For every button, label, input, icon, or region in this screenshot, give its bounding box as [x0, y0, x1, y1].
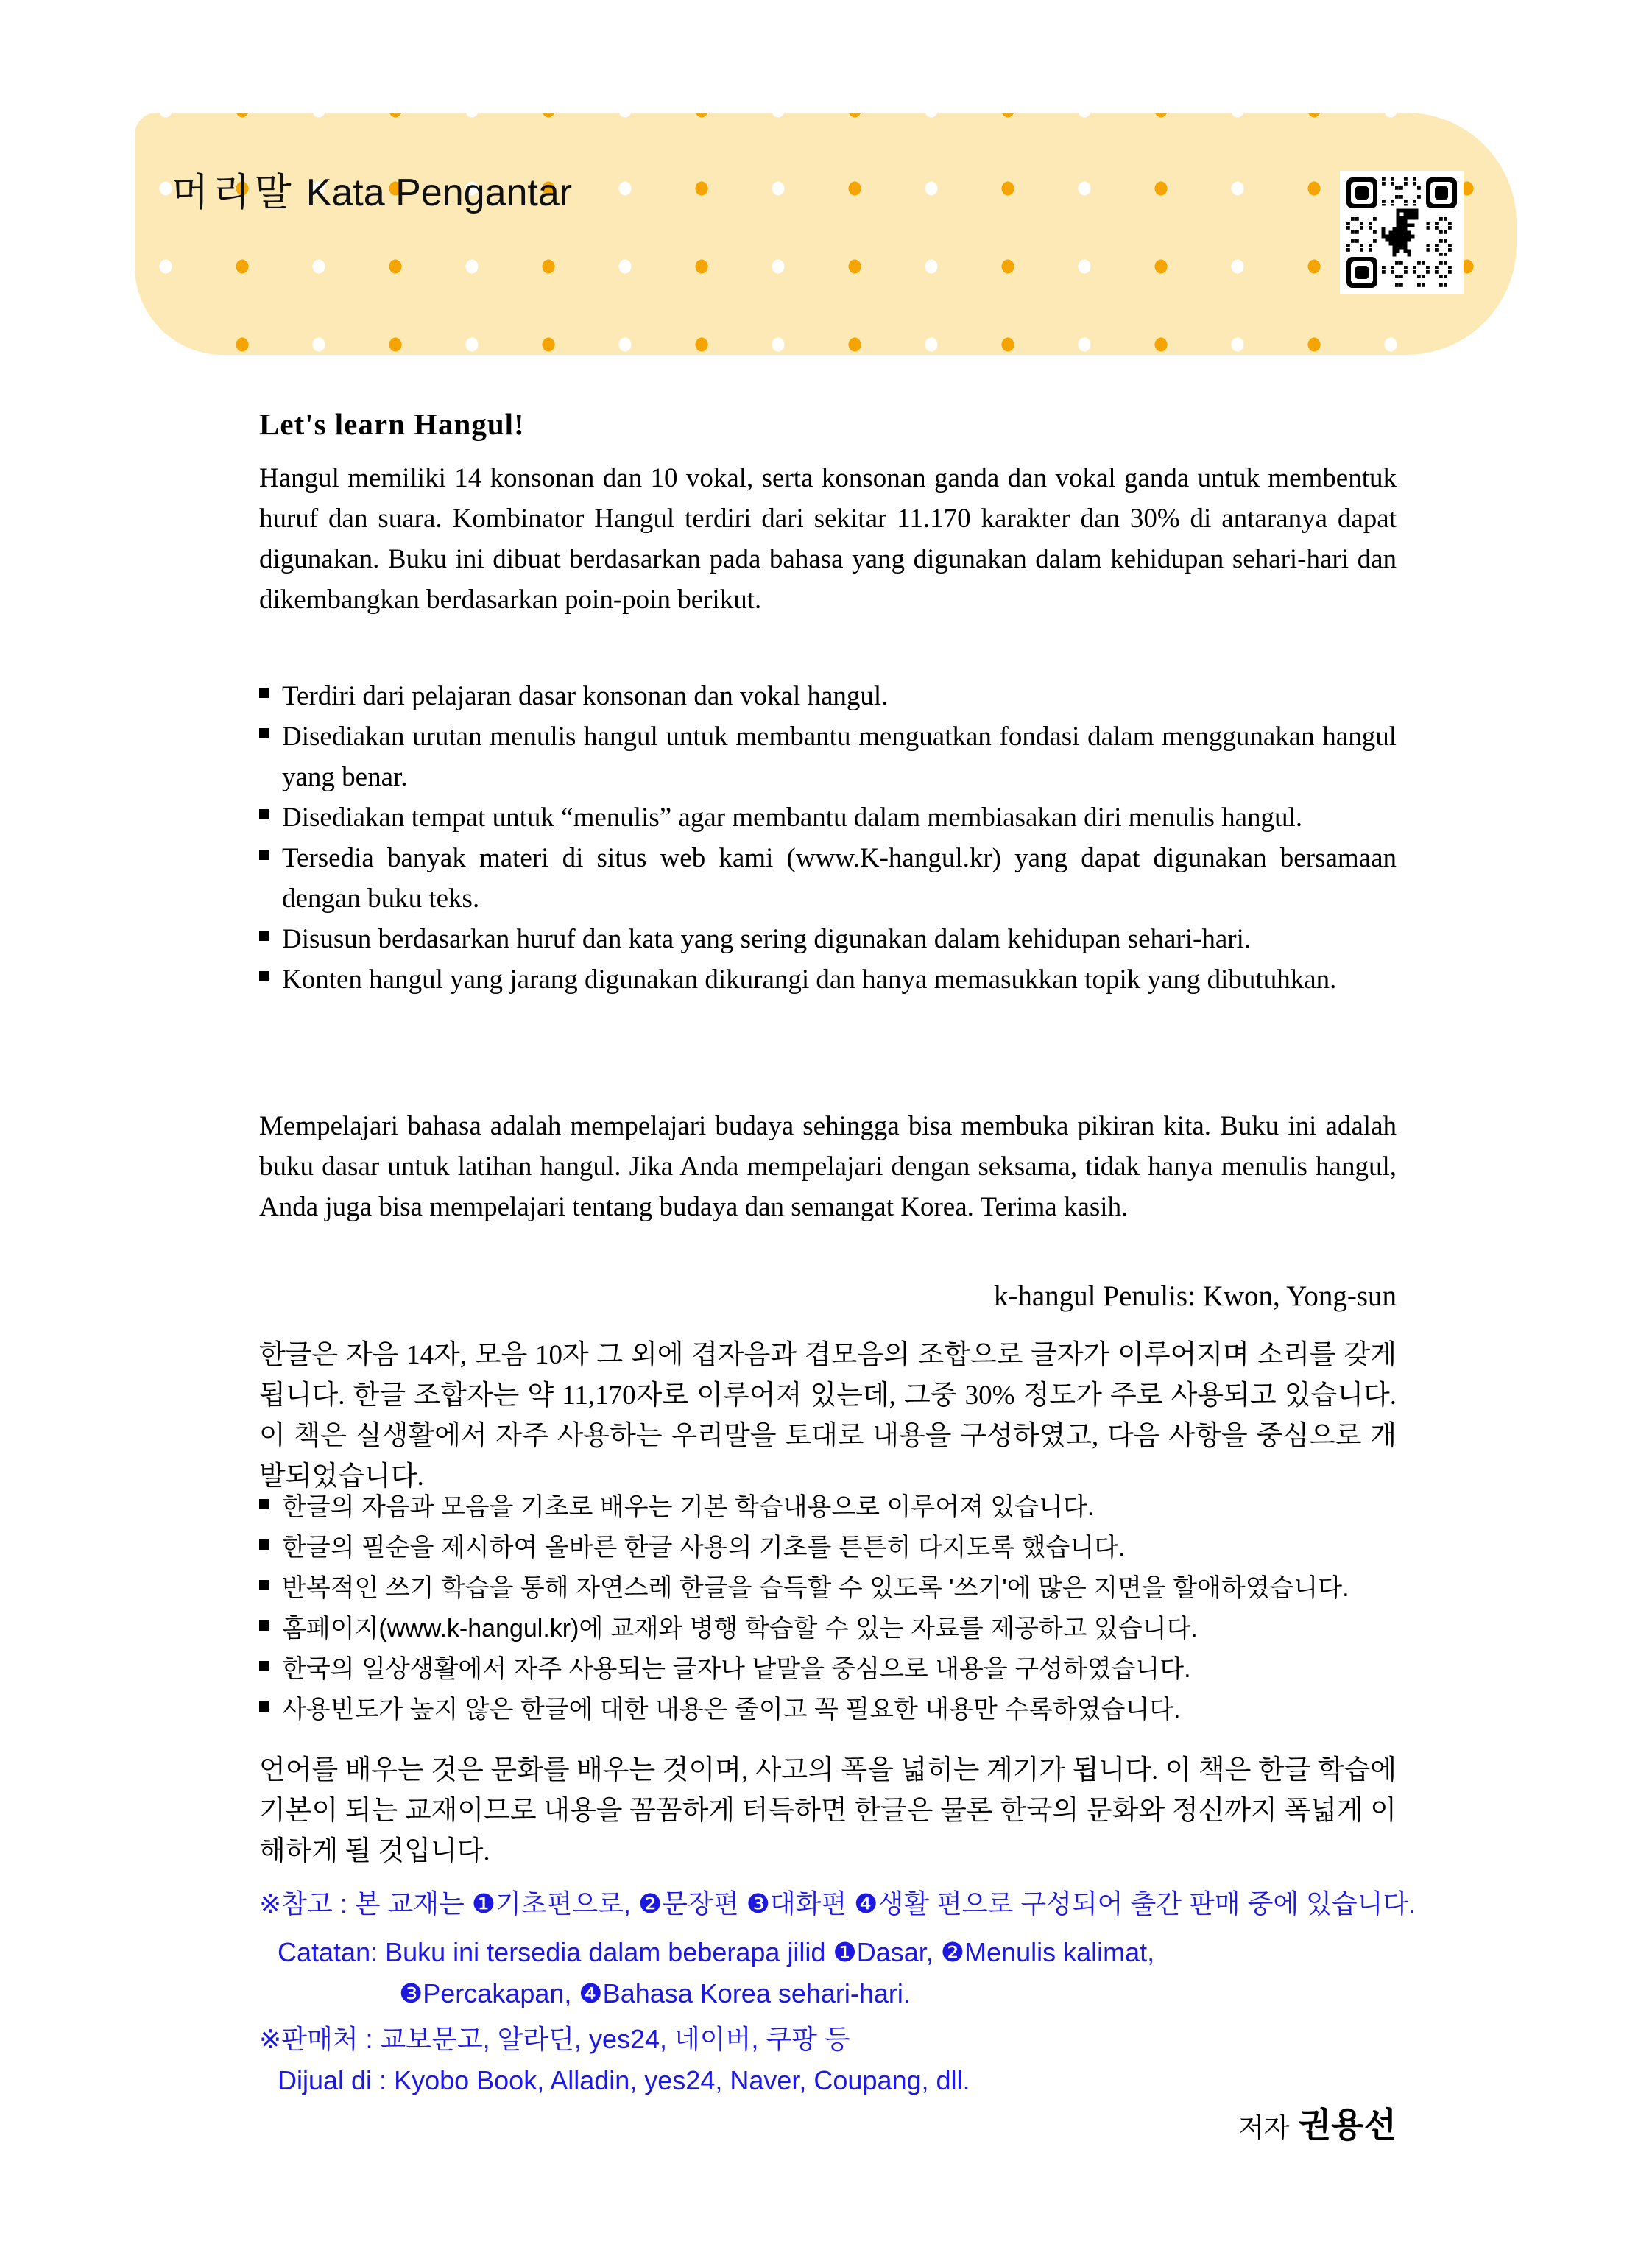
square-bullet-icon	[259, 1580, 269, 1590]
author-signature	[259, 2104, 1397, 2149]
qr-code[interactable]	[1340, 171, 1464, 294]
list-item	[259, 1487, 1397, 1528]
square-bullet-icon	[259, 1499, 269, 1509]
list-item	[259, 797, 1397, 838]
square-bullet-icon	[259, 1620, 269, 1631]
list-item	[259, 1568, 1397, 1609]
list-item	[259, 1609, 1397, 1649]
list-item-text: Tersedia banyak materi di situs web kami (www.K-hangul.kr) yang dapat digunakan bersamaan dengan buku teks.	[282, 843, 1397, 914]
list-item-text: Disusun berdasarkan huruf dan kata yang sering digunakan dalam kehidupan sehari-hari.	[282, 924, 1252, 954]
section-heading: Let's learn Hangul!	[259, 407, 525, 441]
note-sellers-korean: ※판매처 : 교보문고, 알라딘, yes24, 네이버, 쿠팡 등	[259, 2024, 850, 2054]
publication-notes	[259, 1883, 1416, 2101]
author-label: 저자	[1238, 2113, 1290, 2142]
list-item	[259, 919, 1397, 959]
note-editions-korean: ※참고 : 본 교재는 ❶기초편으로, ❷문장편 ❸대화편 ❹생활 편으로 구성되어 출간 판매 중에 있습니다.	[259, 1888, 1416, 1919]
square-bullet-icon	[259, 931, 269, 941]
korean-bullet-list	[259, 1487, 1397, 1730]
square-bullet-icon	[259, 850, 269, 860]
page-title-korean: 머리말	[172, 172, 296, 214]
list-item-text: Disediakan tempat untuk “menulis” agar membantu dalam membiasakan diri menulis hangul.	[282, 803, 1303, 833]
intro-bullet-list	[259, 676, 1397, 1000]
intro-paragraph-1: Hangul memiliki 14 konsonan dan 10 vokal, serta konsonan ganda dan vokal ganda untuk membentuk huruf dan suara. Kombinator Hangul terdiri dari sekitar 11.170 karakter dan 30% di antaranya dapat digunakan. Buku ini dibuat berdasarkan pada bahasa yang digunakan dalam kehidupan sehari-hari dan dikembangkan berdasarkan poin-poin berikut.	[259, 463, 1397, 615]
list-item-text: Terdiri dari pelajaran dasar konsonan dan vokal hangul.	[282, 681, 889, 711]
square-bullet-icon	[259, 971, 269, 981]
list-item-text: 사용빈도가 높지 않은 한글에 대한 내용은 줄이고 꼭 필요한 내용만 수록하였습니다.	[282, 1696, 1181, 1724]
square-bullet-icon	[259, 809, 269, 819]
list-item	[259, 716, 1397, 797]
square-bullet-icon	[259, 1661, 269, 1671]
page-title-indonesian: Kata Pengantar	[306, 172, 573, 214]
square-bullet-icon	[259, 728, 269, 738]
author-byline: k-hangul Penulis: Kwon, Yong-sun	[993, 1280, 1397, 1312]
list-item-text: 반복적인 쓰기 학습을 통해 자연스레 한글을 습득할 수 있도록 '쓰기'에 많은 지면을 할애하였습니다.	[282, 1574, 1349, 1602]
list-item	[259, 1649, 1397, 1690]
square-bullet-icon	[259, 1701, 269, 1712]
preface-banner	[135, 113, 1517, 355]
list-item	[259, 1528, 1397, 1568]
square-bullet-icon	[259, 1539, 269, 1550]
list-item	[259, 676, 1397, 716]
list-item-text: 홈페이지(www.k-hangul.kr)에 교재와 병행 학습할 수 있는 자료를 제공하고 있습니다.	[282, 1615, 1198, 1643]
page-title	[172, 172, 572, 214]
list-item	[259, 959, 1397, 1000]
note-editions-indonesian-cont: ❸Percakapan, ❹Bahasa Korea sehari-hari.	[399, 1978, 911, 2008]
korean-paragraph-2: 언어를 배우는 것은 문화를 배우는 것이며, 사고의 폭을 넓히는 계기가 됩니다. 이 책은 한글 학습에 기본이 되는 교재이므로 내용을 꼼꼼하게 터득하면 한글은 물론 한국의 문화와 정신까지 폭넓게 이해하게 될 것입니다.	[259, 1755, 1397, 1866]
list-item-text: 한글의 필순을 제시하여 올바른 한글 사용의 기초를 튼튼히 다지도록 했습니다.	[282, 1534, 1126, 1562]
korean-paragraph-1: 한글은 자음 14자, 모음 10자 그 외에 겹자음과 겹모음의 조합으로 글자가 이루어지며 소리를 갖게 됩니다. 한글 조합자는 약 11,170자로 이루어져 있는데, 그중 30% 정도가 주로 사용되고 있습니다. 이 책은 실생활에서 자주 사용하는 우리말을 토대로 내용을 구성하였고, 다음 사항을 중심으로 개발되었습니다.	[259, 1340, 1397, 1492]
note-sellers-indonesian: Dijual di : Kyobo Book, Alladin, yes24, Naver, Coupang, dll.	[278, 2065, 970, 2095]
list-item	[259, 1690, 1397, 1730]
intro-paragraph-2: Mempelajari bahasa adalah mempelajari budaya sehingga bisa membuka pikiran kita. Buku ini adalah buku dasar untuk latihan hangul. Jika Anda mempelajari dengan seksama, tidak hanya menulis hangul, Anda juga bisa mempelajari tentang budaya dan semangat Korea. Terima kasih.	[259, 1111, 1397, 1222]
list-item-text: 한국의 일상생활에서 자주 사용되는 글자나 낱말을 중심으로 내용을 구성하였습니다.	[282, 1655, 1191, 1683]
list-item-text: 한글의 자음과 모음을 기초로 배우는 기본 학습내용으로 이루어져 있습니다.	[282, 1493, 1095, 1521]
note-editions-indonesian: Catatan: Buku ini tersedia dalam beberapa jilid ❶Dasar, ❷Menulis kalimat,	[278, 1937, 1155, 1967]
author-name: 권용선	[1298, 2106, 1397, 2144]
square-bullet-icon	[259, 688, 269, 698]
list-item	[259, 838, 1397, 919]
list-item-text: Disediakan urutan menulis hangul untuk membantu menguatkan fondasi dalam menggunakan hangul yang benar.	[282, 722, 1397, 792]
list-item-text: Konten hangul yang jarang digunakan dikurangi dan hanya memasukkan topik yang dibutuhkan.	[282, 964, 1337, 995]
